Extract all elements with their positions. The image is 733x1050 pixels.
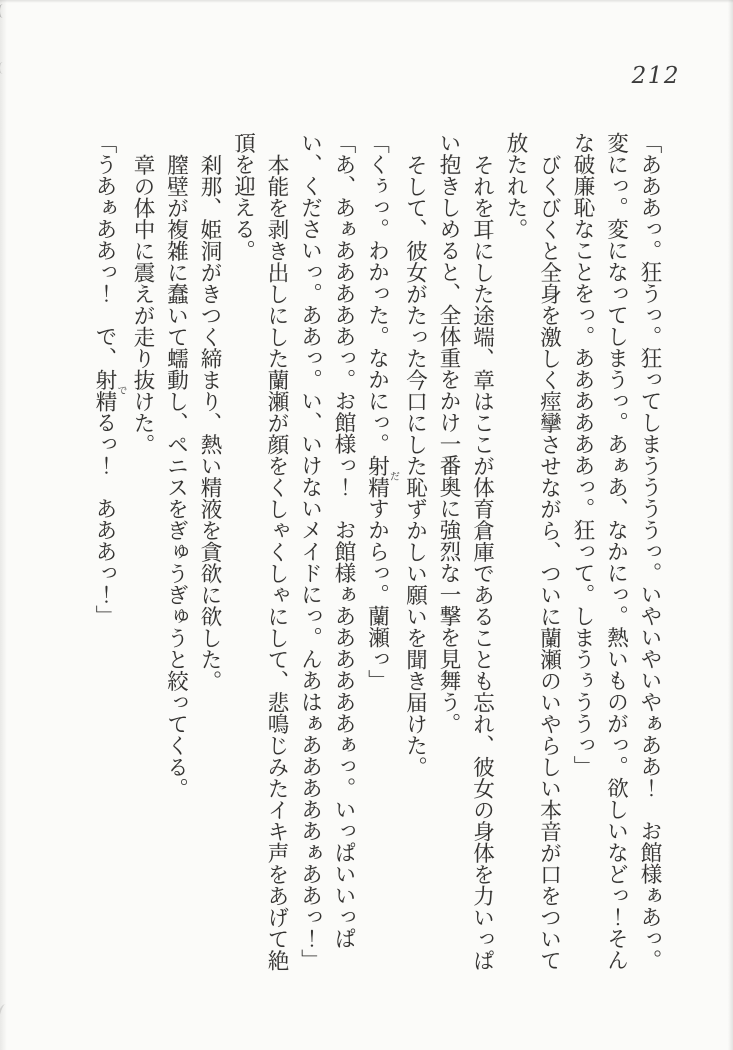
paragraph: 「あ、あぁあああああっ。お館様っ！ お館様ぁああああああぁっ。いっぱいいっぱい、くださいっ。ああっ。い、いけないメイドにっ。んあはぁあああああぁああっ！」 [297,132,356,971]
ruby-word: 射精だ [364,454,399,498]
paragraph: 「うあぁああっ！ で、射精でるっ！ あああっ！」 [92,132,126,627]
scan-edge-top [0,0,733,3]
paragraph: 章の体中に震えが走り抜けた。 [130,153,155,455]
paragraph: びくびくと全身を激しく痙攣させながら、ついに蘭瀬のいやらしい本音が口をついて放たれた。 [503,132,562,971]
paragraph: それを耳にした途端、章はここが体育倉庫であることも忘れ、彼女の身体を力いっぱい抱きしめると、全体重をかけ一番奥に強烈な一撃を見舞う。 [436,132,495,971]
scan-edge-right [728,0,733,1050]
paragraph: そして、彼女がたった今口にした恥ずかしい願いを聞き届けた。 [402,153,428,777]
page-number: 212 [631,63,680,89]
paragraph: 「くぅっ。わかった。なかにっ。射精だすからっ。蘭瀬っ」 [364,132,399,691]
novel-text-area [88,132,667,977]
furigana: だ [387,454,399,498]
ruby-word: 射精で [92,368,126,412]
scan-edge-left [0,0,7,1050]
paragraph: 膣壁が複雑に蠢いて蠕動し、ペニスをぎゅうぎゅうと絞ってくる。 [163,153,189,799]
furigana: で [115,368,126,412]
paragraph: 刹那、姫洞がきつく締まり、熱い精液を貪欲に欲した。 [197,153,222,691]
paragraph: 「あああっ。狂うっ。狂ってしまううううっ。いやいやいやぁああ！ お館様ぁあっ。変にっ。変になってしまうっ。あぁあ、なかにっ。熱いものがっ。欲しいなどっ！そんな破廉恥なことをっ。ああああああっ。狂って。しまうぅううっ」 [570,132,662,971]
paragraph: 本能を剥き出しにした蘭瀬が顔をくしゃくしゃにして、悲鳴じみたイキ声をあげて絶頂を迎える。 [230,132,289,971]
